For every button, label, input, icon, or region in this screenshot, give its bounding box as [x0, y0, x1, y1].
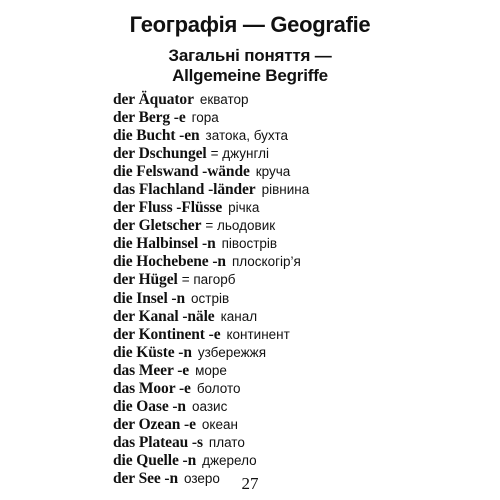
ukrainian-translation: рівнина [261, 182, 310, 198]
vocabulary-entry [113, 163, 309, 181]
ukrainian-translation: = джунглі [210, 146, 269, 162]
ukrainian-translation: океан [201, 416, 238, 432]
subtitle-line-ukrainian: Загальні поняття — [168, 46, 332, 65]
vocabulary-entry [113, 181, 309, 199]
german-term: der Hügel [113, 271, 178, 289]
subtitle-line-german: Allgemeine Begriffe [172, 66, 328, 85]
german-term: der Ozean -e [113, 415, 196, 433]
german-term: die Hochebene -n [113, 253, 226, 271]
vocabulary-entry [113, 271, 309, 289]
ukrainian-translation: півострів [221, 236, 278, 252]
german-term: der Berg -e [113, 109, 186, 127]
vocabulary-entry [113, 344, 309, 362]
ukrainian-translation: гора [191, 110, 219, 126]
vocabulary-entry [113, 434, 309, 452]
german-term: der Kanal -näle [113, 307, 215, 325]
german-term: die Küste -n [113, 343, 192, 361]
german-term: die Felswand -wände [113, 163, 250, 181]
vocabulary-entry [113, 308, 309, 326]
vocabulary-list [113, 91, 309, 488]
ukrainian-translation: острів [191, 290, 230, 306]
ukrainian-translation: = пагорб [181, 272, 236, 288]
ukrainian-translation: плато [208, 434, 245, 450]
german-term: die Quelle -n [113, 451, 197, 469]
ukrainian-translation: круча [255, 164, 291, 180]
ukrainian-translation: узбережжя [197, 344, 267, 360]
vocabulary-entry [113, 235, 309, 253]
ukrainian-translation: оазис [191, 398, 228, 414]
german-term: die Insel -n [113, 289, 186, 307]
vocabulary-entry [113, 217, 309, 235]
vocabulary-entry [113, 380, 309, 398]
german-term: der Dschungel [113, 145, 207, 163]
section-subtitle [0, 46, 500, 86]
page-title: Географія — Geografie [129, 12, 371, 37]
ukrainian-translation: канал [220, 308, 258, 324]
vocabulary-entry [113, 145, 309, 163]
vocabulary-entry [113, 109, 309, 127]
german-term: das Plateau -s [113, 433, 203, 451]
vocabulary-entry [113, 91, 309, 109]
german-term: die Halbinsel -n [113, 235, 216, 253]
german-term: der Kontinent -e [113, 325, 221, 343]
german-term: der Äquator [113, 91, 194, 108]
ukrainian-translation: джерело [202, 452, 257, 468]
vocabulary-entry [113, 326, 309, 344]
vocabulary-entry [113, 290, 309, 308]
german-term: die Oase -n [113, 397, 186, 415]
ukrainian-translation: море [195, 362, 227, 378]
vocabulary-entry [113, 127, 309, 145]
ukrainian-translation: плоскогір’я [231, 254, 301, 270]
vocabulary-entry [113, 362, 309, 380]
ukrainian-translation: затока, бухта [205, 128, 289, 144]
german-term: der Fluss -Flüsse [113, 199, 223, 217]
german-term: das Meer -e [113, 361, 190, 379]
ukrainian-translation: річка [228, 200, 260, 216]
ukrainian-translation: = льодовик [205, 218, 276, 234]
vocabulary-entry [113, 199, 309, 217]
ukrainian-translation: озеро [184, 470, 220, 486]
german-term: die Bucht -en [113, 127, 200, 145]
ukrainian-translation: континент [226, 326, 290, 342]
vocabulary-entry [113, 452, 309, 470]
vocabulary-entry [113, 416, 309, 434]
ukrainian-translation: болото [196, 380, 241, 396]
vocabulary-entry [113, 398, 309, 416]
german-term: der See -n [113, 469, 179, 487]
german-term: das Moor -e [113, 379, 191, 397]
german-term: das Flachland -länder [113, 181, 256, 199]
vocabulary-entry [113, 253, 309, 271]
page-number: 27 [241, 474, 259, 493]
ukrainian-translation: екватор [199, 92, 249, 107]
german-term: der Gletscher [113, 217, 202, 235]
